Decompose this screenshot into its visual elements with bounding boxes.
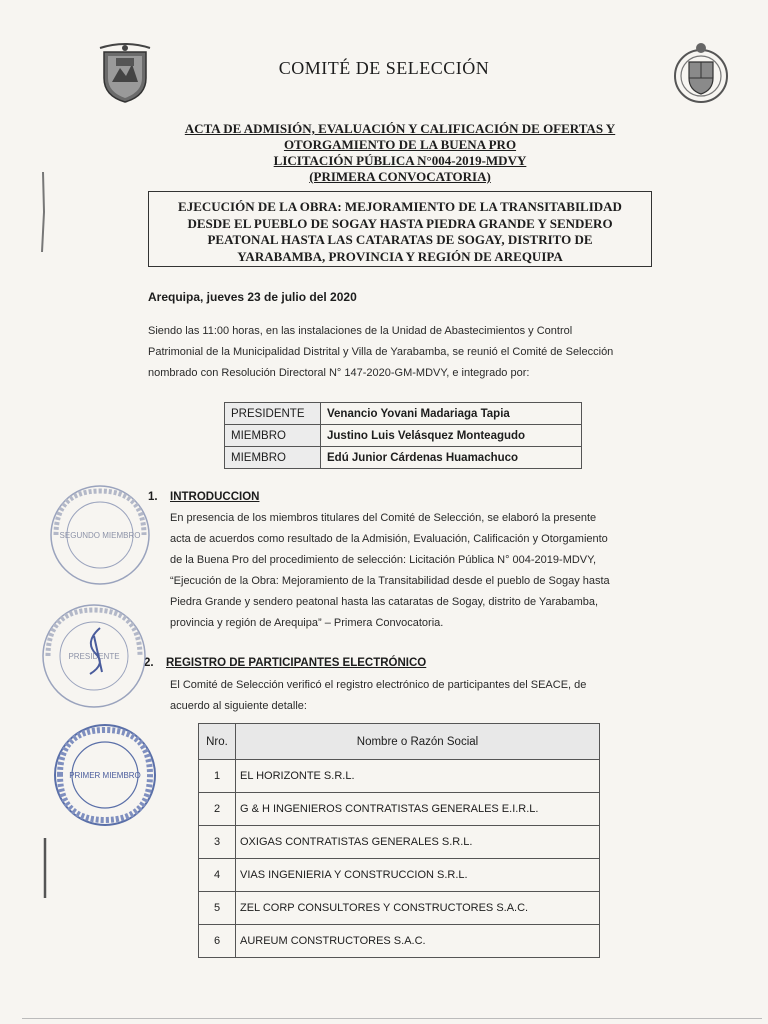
paragraph-line: provincia y región de Arequipa” – Primera Convocatoria. (170, 617, 444, 629)
paragraph-line: nombrado con Resolución Directoral N° 147-2020-GM-MDVY, e integrado por: (148, 367, 530, 379)
section-title: INTRODUCCION (170, 491, 260, 503)
dateline: Arequipa, jueves 23 de julio del 2020 (148, 290, 357, 304)
registro-paragraph (170, 675, 660, 717)
paragraph-line: acta de acuerdos como resultado de la Admisión, Evaluación, Calificación y Otorgamiento (170, 533, 608, 545)
obra-description-text (149, 199, 651, 265)
svg-text:PRIMER MIEMBRO: PRIMER MIEMBRO (69, 771, 141, 780)
paragraph-line: de la Buena Pro del procedimiento de selección: Licitación Pública N° 004-2019-MDVY, (170, 554, 597, 566)
paragraph-line: Patrimonial de la Municipalidad Distrital y Villa de Yarabamba, se reunió el Comité de Selección (148, 346, 614, 358)
column-header-nro: Nro. (199, 724, 236, 760)
member-name: Edú Junior Cárdenas Huamachuco (321, 447, 582, 469)
acta-title-line: (PRIMERA CONVOCATORIA) (309, 169, 491, 184)
table-row (199, 760, 600, 793)
paragraph-line: acuerdo al siguiente detalle: (170, 700, 307, 712)
participant-name: AUREUM CONSTRUCTORES S.A.C. (236, 925, 600, 958)
page-bottom-rule (22, 1018, 762, 1019)
obra-description-box (148, 191, 652, 267)
participant-name: OXIGAS CONTRATISTAS GENERALES S.R.L. (236, 826, 600, 859)
participant-number: 5 (199, 892, 236, 925)
members-table (224, 402, 582, 469)
section-title: REGISTRO DE PARTICIPANTES ELECTRÓNICO (166, 657, 427, 669)
column-header-razon-social: Nombre o Razón Social (236, 724, 600, 760)
member-name: Venancio Yovani Madariaga Tapia (321, 403, 582, 425)
section-heading-registro (144, 657, 426, 669)
segundo-miembro-stamp-icon (48, 483, 152, 587)
member-role: MIEMBRO (225, 447, 321, 469)
scan-margin-mark-icon (40, 838, 50, 898)
presidente-stamp-icon (40, 602, 148, 710)
participant-name: VIAS INGENIERIA Y CONSTRUCCION S.R.L. (236, 859, 600, 892)
obra-line: PEATONAL HASTA LAS CATARATAS DE SOGAY, DISTRITO DE (207, 232, 593, 247)
table-row (225, 403, 582, 425)
table-row (199, 892, 600, 925)
member-role: MIEMBRO (225, 425, 321, 447)
participant-name: G & H INGENIEROS CONTRATISTAS GENERALES E.I.R.L. (236, 793, 600, 826)
paragraph-line: “Ejecución de la Obra: Mejoramiento de la Transitabilidad desde el pueblo de Sogay hasta (170, 575, 610, 587)
paragraph-line: El Comité de Selección verificó el registro electrónico de participantes del SEACE, de (170, 679, 587, 691)
svg-text:PRESIDENTE: PRESIDENTE (68, 652, 120, 661)
participant-number: 2 (199, 793, 236, 826)
table-header-row (199, 724, 600, 760)
obra-line: YARABAMBA, PROVINCIA Y REGIÓN DE AREQUIPA (237, 248, 563, 264)
acta-title-line: ACTA DE ADMISIÓN, EVALUACIÓN Y CALIFICACIÓN DE OFERTAS Y (184, 121, 616, 136)
table-row (199, 925, 600, 958)
participant-number: 3 (199, 826, 236, 859)
member-role: PRESIDENTE (225, 403, 321, 425)
section-number: 2. (144, 657, 154, 669)
participant-name: ZEL CORP CONSULTORES Y CONSTRUCTORES S.A.C. (236, 892, 600, 925)
acta-title-line: LICITACIÓN PÚBLICA N°004-2019-MDVY (273, 153, 527, 168)
section-heading-introduccion (148, 491, 259, 503)
introduccion-paragraph (170, 508, 660, 634)
acta-title-line: OTORGAMIENTO DE LA BUENA PRO (283, 137, 517, 152)
peru-national-shield-icon (672, 40, 730, 104)
table-row (199, 859, 600, 892)
acta-title (150, 121, 650, 185)
obra-line: EJECUCIÓN DE LA OBRA: MEJORAMIENTO DE LA TRANSITABILIDAD (178, 199, 622, 214)
table-row (199, 826, 600, 859)
table-row (199, 793, 600, 826)
participant-number: 4 (199, 859, 236, 892)
table-row (225, 425, 582, 447)
scan-margin-mark-icon (38, 172, 48, 252)
paragraph-line: En presencia de los miembros titulares del Comité de Selección, se elaboró la presente (170, 512, 597, 524)
primer-miembro-stamp-icon (52, 722, 158, 828)
member-name: Justino Luis Velásquez Monteagudo (321, 425, 582, 447)
intro-paragraph (148, 321, 658, 384)
participant-name: EL HORIZONTE S.R.L. (236, 760, 600, 793)
paragraph-line: Piedra Grande y sendero peatonal hasta las cataratas de Sogay, distrito de Yarabamba, (170, 596, 599, 608)
participant-number: 1 (199, 760, 236, 793)
participant-number: 6 (199, 925, 236, 958)
table-row (225, 447, 582, 469)
obra-line: DESDE EL PUEBLO DE SOGAY HASTA PIEDRA GRANDE Y SENDERO (187, 215, 613, 231)
svg-text:SEGUNDO MIEMBRO: SEGUNDO MIEMBRO (59, 531, 141, 540)
committee-title: COMITÉ DE SELECCIÓN (278, 58, 490, 78)
section-number: 1. (148, 491, 158, 503)
paragraph-line: Siendo las 11:00 horas, en las instalaciones de la Unidad de Abastecimientos y Control (148, 325, 573, 337)
participants-table (198, 723, 600, 958)
